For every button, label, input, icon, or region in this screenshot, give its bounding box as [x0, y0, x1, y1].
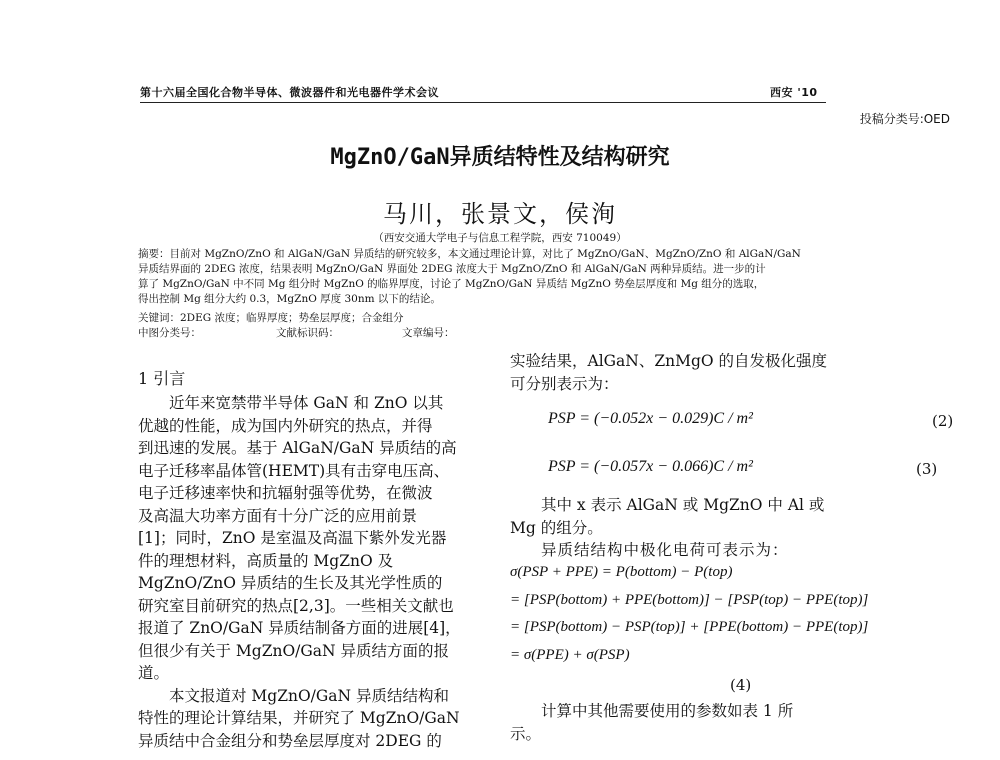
body-line: 实验结果，AlGaN、ZnMgO 的自发极化强度: [510, 352, 828, 370]
category-label: 中图分类号：: [138, 327, 201, 339]
intro-column: [138, 392, 490, 752]
abstract: [138, 247, 860, 307]
equation-2-number: (2): [932, 412, 954, 430]
body-line: 但很少有关于 MgZnO/GaN 异质结方面的报: [138, 641, 450, 660]
body-line: 研究室目前研究的热点[2,3]。一些相关文献也: [138, 596, 454, 615]
keywords: 关键词：2DEG 浓度；临界厚度；势垒层厚度；合金组分: [138, 312, 404, 324]
body-line: 道。: [138, 664, 170, 682]
paper-title: MgZnO/GaN异质结特性及结构研究: [330, 145, 670, 170]
body-line: 特性的理论计算结果，并研究了 MgZnO/GaN: [138, 709, 460, 727]
abstract-line: 得出控制 Mg 组分大约 0.3，MgZnO 厚度 30nm 以下的结论。: [138, 293, 441, 305]
equation-4-number: (4): [730, 676, 752, 694]
abstract-line: 算了 MgZnO/GaN 中不同 Mg 组分时 MgZnO 的临界厚度，讨论了 MgZnO/GaN 异质结 MgZnO 势垒层厚度和 Mg 组分的选取，: [138, 278, 765, 290]
body-line: 到迅速的发展。基于 AlGaN/GaN 异质结的高: [138, 439, 457, 457]
location-header: 西安 '10: [770, 86, 818, 99]
authors: 马川，张景文，侯洵: [383, 200, 617, 228]
body-line: 示。: [510, 724, 542, 743]
body-line: 件的理想材料，高质量的 MgZnO 及: [138, 551, 394, 570]
parameter-note: [510, 700, 960, 745]
equation-2: PSP = (−0.052x − 0.029)C / m²: [548, 410, 753, 427]
article-number-label: 文章编号：: [402, 327, 455, 339]
equation-4-line: σ(PSP + PPE) = P(bottom) − P(top): [510, 564, 733, 580]
body-line: 优越的性能，成为国内外研究的热点，并得: [138, 416, 433, 435]
abstract-line: 异质结界面的 2DEG 浓度，结果表明 MgZnO/GaN 界面处 2DEG 浓度大于 MgZnO/ZnO 和 AlGaN/GaN 两种异质结。进一步的计: [138, 263, 766, 275]
affiliation: （西安交通大学电子与信息工程学院，西安 710049）: [373, 232, 627, 244]
body-line: 及高温大功率方面有十分广泛的应用前景: [138, 506, 418, 525]
equation-4-line: = [PSP(bottom) − PSP(top)] + [PPE(bottom) − PPE(top)]: [510, 619, 869, 635]
equation-3: PSP = (−0.057x − 0.066)C / m²: [548, 458, 753, 475]
body-line: MgZnO/ZnO 异质结的生长及其光学性质的: [138, 574, 443, 592]
header-rule: [140, 102, 826, 103]
equation-4-line: = [PSP(bottom) + PPE(bottom)] − [PSP(top) − PPE(top)]: [510, 592, 869, 608]
equation-4-line: = σ(PPE) + σ(PSP): [510, 647, 630, 663]
body-line: 电子迁移速率快和抗辐射强等优势，在微波: [138, 484, 433, 502]
body-line: [1]；同时，ZnO 是室温及高温下紫外发光器: [138, 529, 447, 547]
body-line: 本文报道对 MgZnO/GaN 异质结结构和: [169, 686, 450, 705]
variable-note: [510, 494, 960, 562]
doc-code-label: 文献标识码：: [276, 327, 339, 339]
classification-code: 投稿分类号:OED: [859, 112, 950, 126]
right-intro: [510, 350, 960, 395]
equation-3-number: (3): [916, 460, 938, 478]
body-line: 计算中其他需要使用的参数如表 1 所: [541, 702, 794, 720]
body-line: 其中 x 表示 AlGaN 或 MgZnO 中 Al 或: [541, 496, 825, 514]
conference-header: 第十六届全国化合物半导体、微波器件和光电器件学术会议: [140, 86, 439, 99]
body-line: 电子迁移率晶体管(HEMT)具有击穿电压高、: [138, 461, 450, 480]
body-line: 近年来宽禁带半导体 GaN 和 ZnO 以其: [169, 394, 444, 412]
section-heading: 1 引言: [138, 369, 186, 388]
abstract-line: 摘要：目前对 MgZnO/ZnO 和 AlGaN/GaN 异质结的研究较多，本文通过理论计算，对比了 MgZnO/GaN、MgZnO/ZnO 和 AlGaN/GaN: [138, 248, 801, 260]
body-line: 报道了 ZnO/GaN 异质结制备方面的进展[4]，: [138, 619, 461, 637]
body-line: Mg 的组分。: [510, 518, 603, 537]
body-line: 异质结中合金组分和势垒层厚度对 2DEG 的: [138, 731, 442, 750]
body-line: 异质结结构中极化电荷可表示为：: [541, 541, 789, 559]
body-line: 可分别表示为：: [510, 374, 619, 393]
